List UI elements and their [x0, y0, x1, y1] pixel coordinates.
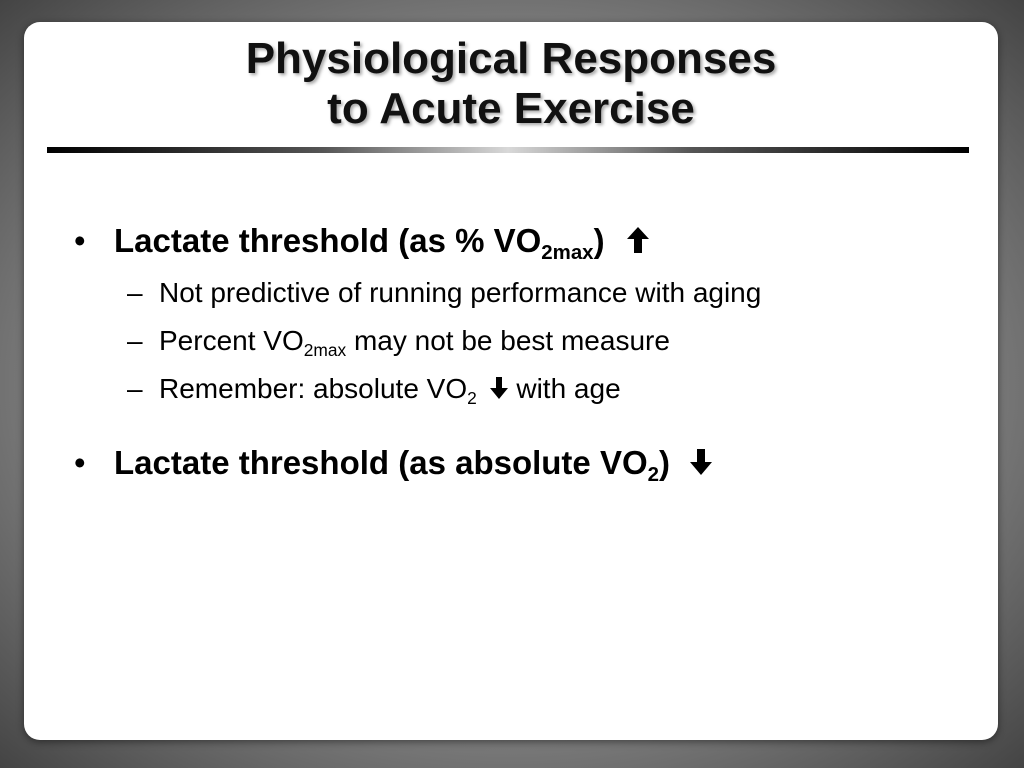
- title-line-1: Physiological Responses: [245, 34, 777, 83]
- subitem-subscript: 2: [467, 388, 477, 409]
- slide: [24, 22, 998, 740]
- subitem-marker: –: [127, 325, 143, 356]
- down-arrow-icon: [689, 446, 713, 484]
- up-arrow-icon: [626, 224, 650, 262]
- subitem-text: Not predictive of running performance with aging: [159, 277, 762, 308]
- bullet-lactate-threshold-absolute: [74, 444, 713, 487]
- subitem-remember-absolute: [127, 373, 621, 409]
- subitem-subscript: 2max: [303, 340, 347, 361]
- bullet-subscript: 2: [647, 463, 659, 487]
- bullet-subscript: 2max: [541, 241, 594, 265]
- subitem-text: Percent VO: [159, 325, 304, 356]
- subitem-percent-vo2max: [127, 325, 670, 361]
- bullet-suffix: ): [593, 222, 605, 259]
- bullet-text: Lactate threshold (as % VO: [114, 222, 542, 259]
- subitem-not-predictive: [127, 277, 762, 309]
- slide-body: [24, 22, 998, 740]
- bullet-lactate-threshold-percent: [74, 222, 650, 265]
- bullet-marker: •: [74, 222, 86, 259]
- title-line-2: to Acute Exercise: [327, 84, 695, 133]
- bullet-suffix: ): [659, 444, 670, 481]
- subitem-marker: –: [127, 373, 143, 404]
- subitem-marker: –: [127, 277, 143, 308]
- bullet-text: Lactate threshold (as absolute VO: [114, 444, 648, 481]
- bullet-marker: •: [74, 444, 86, 481]
- subitem-text: Remember: absolute VO: [159, 373, 468, 404]
- down-arrow-icon: [489, 375, 509, 407]
- subitem-suffix: may not be best measure: [346, 325, 670, 356]
- subitem-suffix: with age: [508, 373, 621, 404]
